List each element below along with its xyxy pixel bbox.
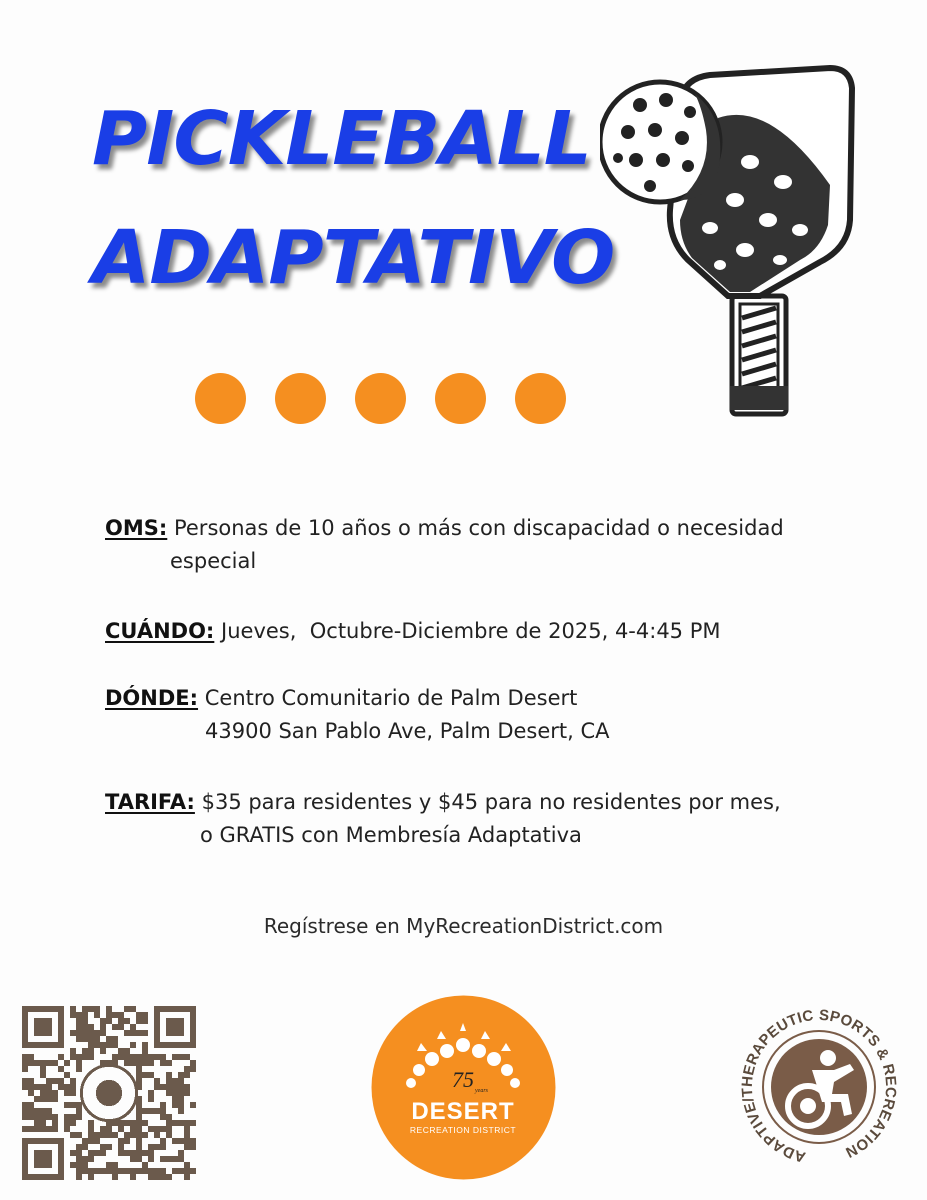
- who-section: [105, 512, 825, 578]
- pickleball-paddle-icon: [600, 60, 860, 420]
- fee-text: $35 para residentes y $45 para no residentes por mes,: [201, 790, 781, 814]
- where-section: [105, 682, 610, 748]
- where-address: 43900 San Pablo Ave, Palm Desert, CA: [205, 719, 610, 743]
- desert-logo-sub: RECREATION DISTRICT: [409, 1125, 517, 1135]
- title-line-2: ADAPTATIVO: [92, 215, 615, 301]
- orange-dot: [275, 373, 326, 424]
- desert-logo-name: DESERT: [411, 1098, 515, 1125]
- who-text: Personas de 10 años o más con discapacidad o necesidad: [173, 516, 784, 540]
- register-text: Regístrese en MyRecreationDistrict.com: [263, 914, 664, 938]
- who-label: OMS:: [105, 516, 168, 540]
- when-label: CUÁNDO:: [105, 619, 215, 643]
- when-text: Jueves, Octubre-Diciembre de 2025, 4-4:45 PM: [221, 619, 721, 643]
- desert-logo-years-word: years: [475, 1088, 488, 1094]
- decorative-dots: [195, 373, 575, 427]
- orange-dot: [355, 373, 406, 424]
- where-label: DÓNDE:: [105, 686, 199, 710]
- where-text: Centro Comunitario de Palm Desert: [204, 686, 578, 710]
- fee-label: TARIFA:: [105, 790, 195, 814]
- orange-dot: [195, 373, 246, 424]
- qr-code[interactable]: [22, 1006, 196, 1180]
- ats-ring-text: ADAPTIVE/THERAPEUTIC SPORTS & RECREATION: [738, 1006, 900, 1166]
- who-text-cont: especial: [170, 549, 257, 573]
- orange-dot: [435, 373, 486, 424]
- fee-text-cont: o GRATIS con Membresía Adaptativa: [200, 823, 582, 847]
- when-section: [105, 615, 721, 648]
- orange-dot: [515, 373, 566, 424]
- title-line-1: PICKLEBALL: [92, 96, 591, 182]
- fee-section: [105, 786, 825, 852]
- adaptive-therapeutic-sports-logo: [730, 998, 908, 1176]
- desert-logo-years: 75: [452, 1067, 474, 1092]
- desert-recreation-district-logo: [371, 995, 556, 1180]
